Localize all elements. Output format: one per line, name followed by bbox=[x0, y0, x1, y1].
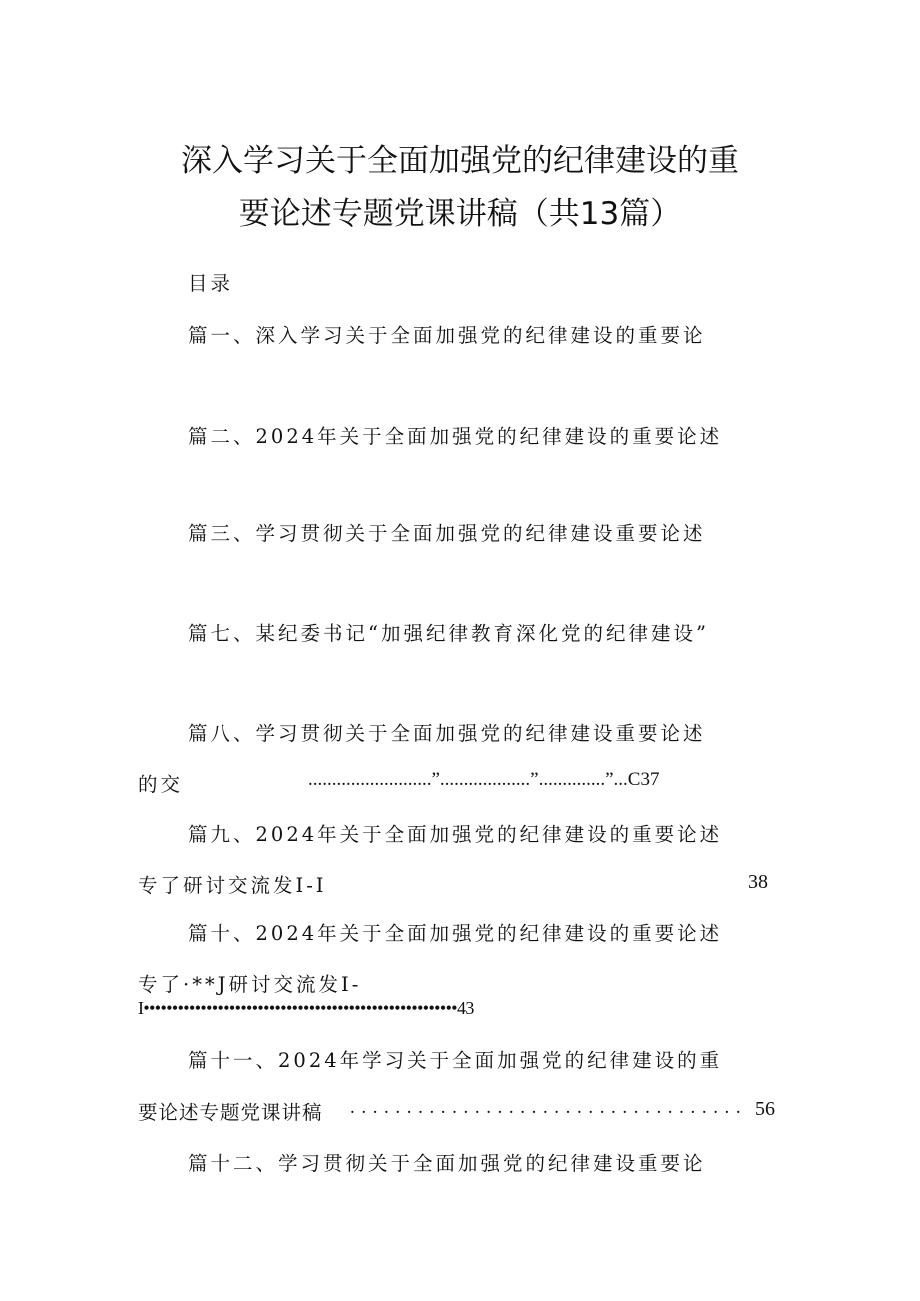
toc-entry-8: 篇八、学习贯彻关于全面加强党的纪律建设重要论述 bbox=[188, 722, 706, 745]
toc-entry-2: 篇二、2024年关于全面加强党的纪律建设的重要论述 bbox=[188, 425, 723, 448]
toc-entry-8-leader-page: ..........................”...................”..............”...C37 bbox=[308, 769, 660, 790]
toc-entry-1: 篇一、深入学习关于全面加强党的纪律建设的重要论 bbox=[188, 324, 706, 347]
toc-entry-12: 篇十二、学习贯彻关于全面加强党的纪律建设重要论 bbox=[188, 1152, 706, 1175]
toc-entry-11: 篇十一、2024年学习关于全面加强党的纪律建设的重 bbox=[188, 1049, 723, 1072]
toc-entry-9: 篇九、2024年关于全面加强党的纪律建设的重要论述 bbox=[188, 823, 723, 846]
document-title-line-1: 深入学习关于全面加强党的纪律建设的重 bbox=[181, 143, 739, 179]
toc-entry-7: 篇七、某纪委书记“加强纪律教育深化党的纪律建设” bbox=[188, 622, 709, 645]
toc-entry-8-continuation: 的交 bbox=[138, 773, 184, 796]
toc-entry-10-continuation: 专了·**J研讨交流发I- bbox=[138, 973, 362, 996]
toc-entry-11-page: 56 bbox=[755, 1098, 775, 1120]
toc-entry-3: 篇三、学习贯彻关于全面加强党的纪律建设重要论述 bbox=[188, 522, 706, 545]
toc-entry-10-leader-page: I•••••••••••••••••••••••••••••••••••••••••••••••••••••••43 bbox=[138, 998, 474, 1018]
toc-entry-10: 篇十、2024年关于全面加强党的纪律建设的重要论述 bbox=[188, 922, 723, 945]
toc-entry-11-continuation: 要论述专题党课讲稿 bbox=[138, 1101, 323, 1124]
document-title-line-2: 要论述专题党课讲稿（共13篇） bbox=[238, 196, 682, 232]
toc-entry-11-leader: ................................... bbox=[350, 1097, 748, 1118]
toc-entry-9-continuation: 专了研讨交流发I-I bbox=[138, 874, 327, 897]
toc-heading: 目录 bbox=[188, 272, 234, 295]
toc-entry-9-page: 38 bbox=[748, 871, 768, 893]
